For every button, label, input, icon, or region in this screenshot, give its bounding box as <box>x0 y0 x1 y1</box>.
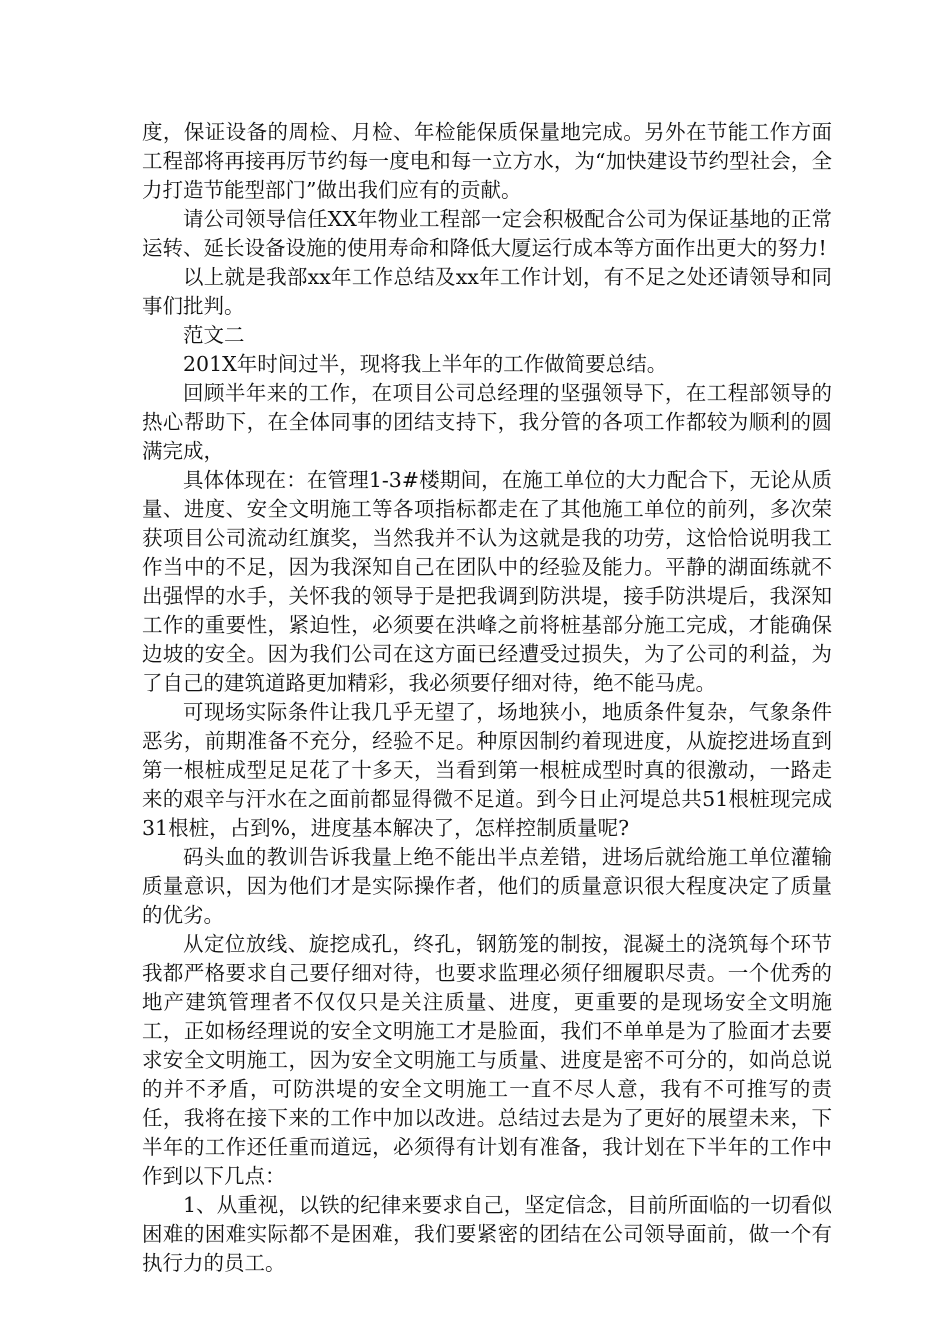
document-page <box>142 118 832 1278</box>
paragraph-details: 具体体现在：在管理1-3#楼期间，在施工单位的大力配合下，无论从质量、进度、安全文明施工等各项指标都走在了其他施工单位的前列，多次荣获项目公司流动红旗奖，当然我并不认为这就是我的功劳，这恰恰说明我工作当中的不足，因为我深知自己在团队中的经验及能力。平静的湖面练就不出强悍的水手，关怀我的领导于是把我调到防洪堤，接手防洪堤后，我深知工作的重要性，紧迫性，必须要在洪峰之前将桩基部分施工完成，才能确保边坡的安全。因为我们公司在这方面已经遭受过损失，为了公司的利益，为了自己的建筑道路更加精彩，我必须要仔细对待，绝不能马虎。 <box>142 468 832 695</box>
paragraph-quality-lesson: 码头血的教训告诉我量上绝不能出半点差错，进场后就给施工单位灌输质量意识，因为他们才是实际操作者，他们的质量意识很大程度决定了质量的优劣。 <box>142 845 832 927</box>
paragraph-review: 回顾半年来的工作，在项目公司总经理的坚强领导下，在工程部领导的热心帮助下，在全体同事的团结支持下，我分管的各项工作都较为顺利的圆满完成， <box>142 381 832 463</box>
paragraph-continuation: 度，保证设备的周检、月检、年检能保质保量地完成。另外在节能工作方面工程部将再接再厉节约每一度电和每一立方水，为“加快建设节约型社会，全力打造节能型部门”做出我们应有的贡献。 <box>142 120 832 202</box>
section-heading-sample-two: 范文二 <box>183 323 245 347</box>
paragraph-process-control: 从定位放线、旋挖成孔，终孔，钢筋笼的制按，混凝土的浇筑每个环节我都严格要求自己要仔细对待，也要求监理必须仔细履职尽责。一个优秀的地产建筑管理者不仅仅只是关注质量、进度，更重要的是现场安全文明施工，正如杨经理说的安全文明施工才是脸面，我们不单单是为了脸面才去要求安全文明施工，因为安全文明施工与质量、进度是密不可分的，如尚总说的并不矛盾，可防洪堤的安全文明施工一直不尽人意，我有不可推写的责任，我将在接下来的工作中加以改进。总结过去是为了更好的展望未来，下半年的工作还任重而道远，必须得有计划有准备，我计划在下半年的工作中作到以下几点： <box>142 932 832 1188</box>
paragraph-plan-item-1: 1、从重视，以铁的纪律来要求自己，坚定信念，目前所面临的一切看似困难的困难实际都不是困难，我们要紧密的团结在公司领导面前，做一个有执行力的员工。 <box>142 1193 832 1275</box>
paragraph-site-conditions: 可现场实际条件让我几乎无望了，场地狭小，地质条件复杂，气象条件恶劣，前期准备不充分，经验不足。种原因制约着现进度，从旋挖进场直到第一根桩成型足足花了十多天，当看到第一根桩成型时真的很激动，一路走来的艰辛与汗水在之面前都显得微不足道。到今日止河堤总共51根桩现完成31根桩，占到%，进度基本解决了，怎样控制质量呢? <box>142 700 832 840</box>
paragraph-intro: 201X年时间过半，现将我上半年的工作做简要总结。 <box>183 352 668 376</box>
paragraph-summary-end: 以上就是我部xx年工作总结及xx年工作计划，有不足之处还请领导和同事们批判。 <box>142 265 832 318</box>
paragraph-trust: 请公司领导信任XX年物业工程部一定会积极配合公司为保证基地的正常运转、延长设备设施的使用寿命和降低大厦运行成本等方面作出更大的努力! <box>142 207 832 260</box>
